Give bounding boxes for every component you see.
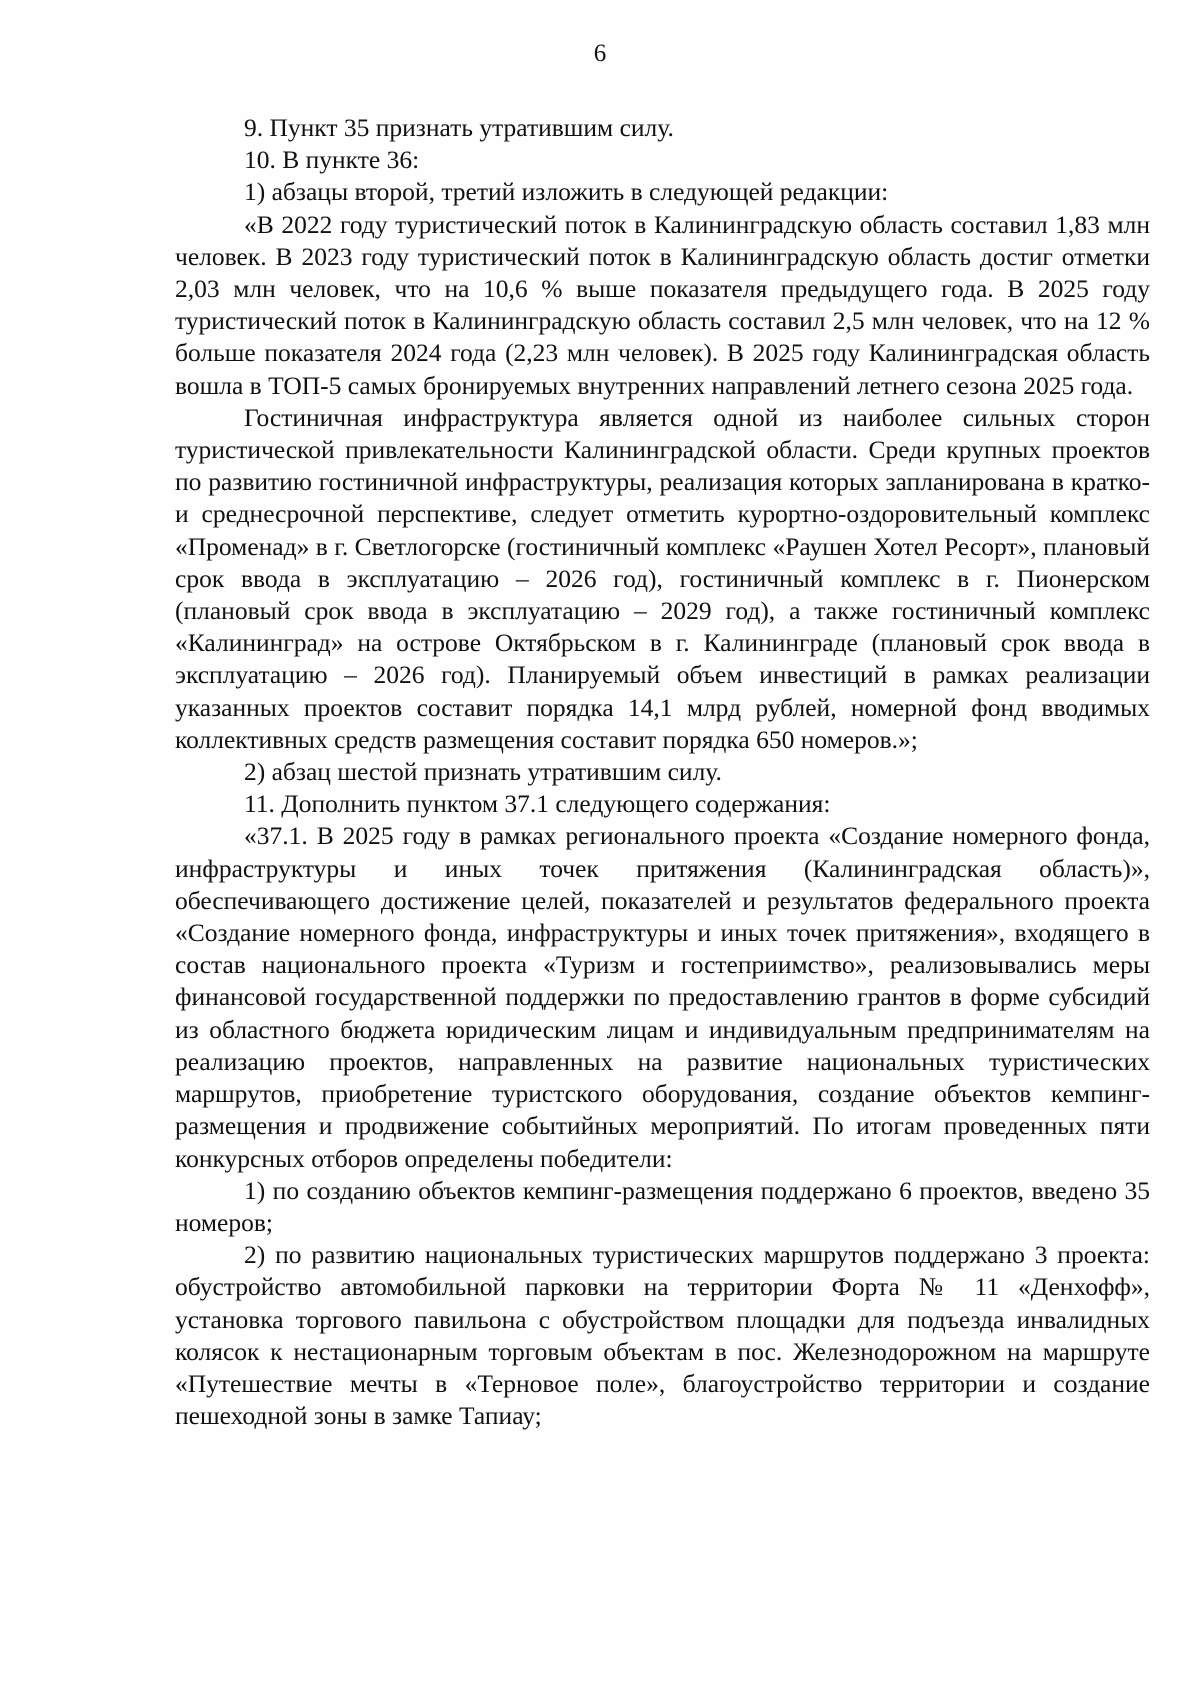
document-body: [175, 112, 1150, 1432]
paragraph-item-9: 9. Пункт 35 признать утратившим силу.: [244, 113, 674, 142]
page-number: 6: [593, 40, 607, 67]
paragraph-route-projects: 2) по развитию национальных туристических маршрутов поддержано 3 проекта: обустройство автомобильной парковки на территории Форта № 11 «Денхофф», установка торгового павильона с обустройством площадки для подъезда инвалидных колясок к нестационарным торговым объектам в пос. Железнодорожном на маршруте «Путешествие мечты в «Терновое поле», благоустройство территории и создание пешеходной зоны в замке Тапиау;: [175, 1240, 1150, 1431]
paragraph-subitem-2: 2) абзац шестой признать утратившим силу.: [244, 757, 722, 787]
paragraph-item-11: 11. Дополнить пунктом 37.1 следующего содержания:: [244, 789, 831, 819]
paragraph-item-10: 10. В пункте 36:: [244, 145, 420, 175]
paragraph-hotel-infrastructure: Гостиничная инфраструктура является одной из наиболее сильных сторон туристической привлекательности Калининградской области. Среди крупных проектов по развитию гостиничной инфраструктуры, реализация которых запланирована в кратко- и среднесрочной перспективе, следует отметить курортно-оздоровительный комплекс «Променад» в г. Светлогорске (гостиничный комплекс «Раушен Хотел Ресорт», плановый срок ввода в эксплуатацию – 2026 год), гостиничный комплекс в г. Пионерском (плановый срок ввода в эксплуатацию – 2029 год), а также гостиничный комплекс «Калининград» на острове Октябрьском в г. Калининграде (плановый срок ввода в эксплуатацию – 2026 год). Планируемый объем инвестиций в рамках реализации указанных проектов составит порядка 14,1 млрд рублей, номерной фонд вводимых коллективных средств размещения составит порядка 650 номеров.»;: [175, 402, 1150, 754]
paragraph-camping-projects: 1) по созданию объектов кемпинг-размещения поддержано 6 проектов, введено 35 номеров;: [175, 1175, 1150, 1237]
paragraph-quote-tourist-flow: «В 2022 году туристический поток в Калининградскую область составил 1,83 млн человек. В 2023 году туристический поток в Калининградскую область достиг отметки 2,03 млн человек, что на 10,6 % выше показателя предыдущего года. В 2025 году туристический поток в Калининградскую область составил 2,5 млн человек, что на 12 % больше показателя 2024 года (2,23 млн человек). В 2025 году Калининградская область вошла в ТОП-5 самых бронируемых внутренних направлений летнего сезона 2025 года.: [175, 209, 1150, 400]
paragraph-subitem-1: 1) абзацы второй, третий изложить в следующей редакции:: [244, 177, 889, 207]
paragraph-quote-37-1: «37.1. В 2025 году в рамках регионального проекта «Создание номерного фонда, инфраструктуры и иных точек притяжения (Калининградская область)», обеспечивающего достижение целей, показателей и результатов федерального проекта «Создание номерного фонда, инфраструктуры и иных точек притяжения», входящего в состав национального проекта «Туризм и гостеприимство», реализовывались меры финансовой государственной поддержки по предоставлению грантов в форме субсидий из областного бюджета юридическим лицам и индивидуальным предпринимателям на реализацию проектов, направленных на развитие национальных туристических маршрутов, приобретение туристского оборудования, создание объектов кемпинг-размещения и продвижение событийных мероприятий. По итогам проведенных пяти конкурсных отборов определены победители:: [175, 821, 1150, 1173]
